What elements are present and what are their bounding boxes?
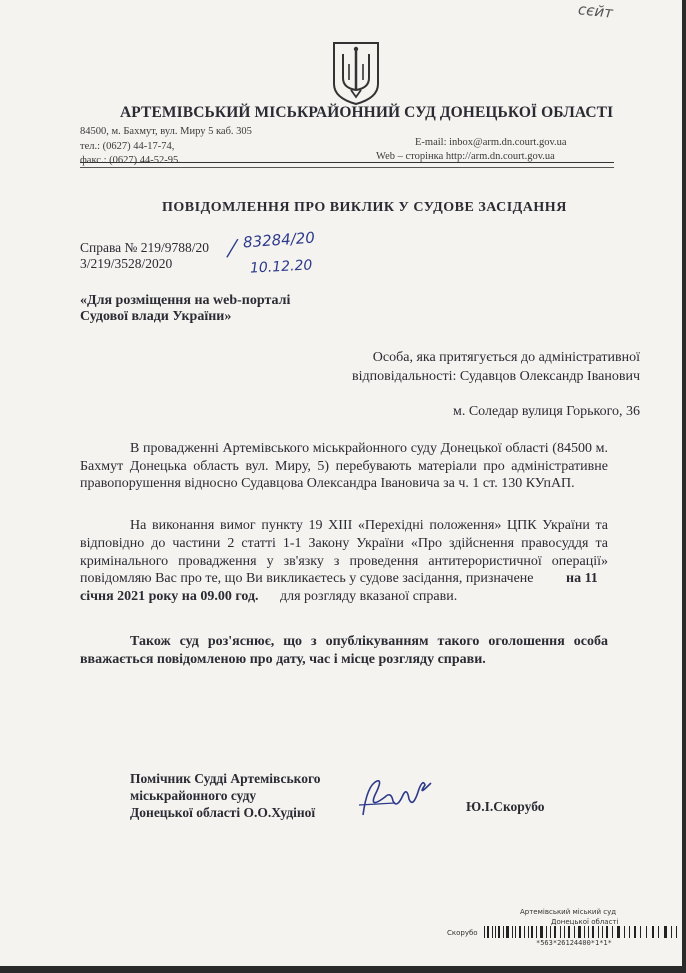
paragraph-2-line2: відповідно до частини 2 статті 1-1 Закону України «Про здійснення правосуддя та (80, 536, 608, 551)
paragraph-2-line3: кримінального провадження у зв'язку з проведення антитерористичної операції» (80, 554, 608, 569)
paragraph-2-line5: для розгляду вказаної справи. (280, 589, 458, 604)
hearing-date-day: на 11 (566, 571, 598, 586)
barcode-number: *563*26124400*1*1* (536, 939, 612, 947)
signer-name: Ю.І.Скорубо (466, 799, 545, 814)
hearing-date-time: січня 2021 року на 09.00 год. (80, 589, 259, 604)
coat-of-arms-icon (331, 40, 381, 106)
court-fax: факс.: (0627) 44-52-95. (80, 155, 181, 166)
header-divider-thin (80, 167, 614, 168)
paragraph-2-line1: На виконання вимог пункту 19 XIII «Перехідні положення» ЦПК України та (130, 518, 608, 533)
handwritten-corner-note: сєйт (577, 0, 614, 22)
party-name: відповідальності: Судавцов Олександр Іванович (352, 369, 640, 384)
document-title: ПОВІДОМЛЕННЯ ПРО ВИКЛИК У СУДОВЕ ЗАСІДАННЯ (162, 200, 567, 215)
court-name: АРТЕМІВСЬКИЙ МІСЬКРАЙОННИЙ СУД ДОНЕЦЬКОЇ ОБЛАСТІ (120, 104, 614, 121)
notice-line2: вважається повідомленою про дату, час і місце розгляду справи. (80, 652, 486, 667)
paragraph-2-line4: повідомляю Вас про те, що Ви викликаєтесь у судове засідання, призначене (80, 571, 534, 586)
court-email: E-mail: inbox@arm.dn.court.gov.ua (415, 137, 567, 148)
paragraph-1-line1: В провадженні Артемівського міськрайонного суду Донецької області (84500 м. (130, 441, 608, 456)
stamp-region: Донецької області (551, 918, 619, 926)
header-divider (80, 162, 614, 163)
stamp-court-name: Артемівський міський суд (520, 908, 617, 916)
party-label: Особа, яка притягується до адміністративної (372, 350, 640, 365)
court-address: 84500, м. Бахмут, вул. Миру 5 каб. 305 (80, 126, 252, 137)
handwritten-slash: / (224, 231, 240, 266)
handwritten-date: 10.12.20 (249, 257, 313, 277)
notice-line1: Також суд роз'яснює, що з опублікуванням такого оголошення особа (130, 634, 608, 649)
signature-position-line2: міськрайонного суду (130, 788, 257, 803)
publish-note-line2: Судової влади України» (80, 309, 232, 324)
handwritten-signature (355, 775, 435, 820)
paragraph-1-line3: правопорушення відносно Судавцова Олександра Івановича за ч. 1 ст. 130 КУпАП. (80, 476, 575, 491)
party-address: м. Соледар вулиця Горького, 36 (452, 404, 640, 419)
signature-position-line3: Донецької області О.О.Худіної (130, 805, 316, 820)
barcode-icon (484, 926, 679, 938)
court-phone: тел.: (0627) 44-17-74, (80, 141, 175, 152)
signature-position-line1: Помічник Судді Артемівського (130, 771, 321, 786)
proceeding-number: 3/219/3528/2020 (80, 256, 173, 271)
court-website: Web – сторінка http://arm.dn.court.gov.ua (376, 151, 555, 162)
handwritten-registration-number: 83284/20 (242, 228, 316, 252)
publish-note-line1: «Для розміщення на web-порталі (80, 293, 291, 308)
case-number: Справа № 219/9788/20 (80, 240, 210, 255)
barcode-label: Скорубо (447, 929, 478, 937)
paragraph-1-line2: Бахмут Донецька область вул. Миру, 5) перебувають матеріали про адміністративне (80, 459, 608, 474)
